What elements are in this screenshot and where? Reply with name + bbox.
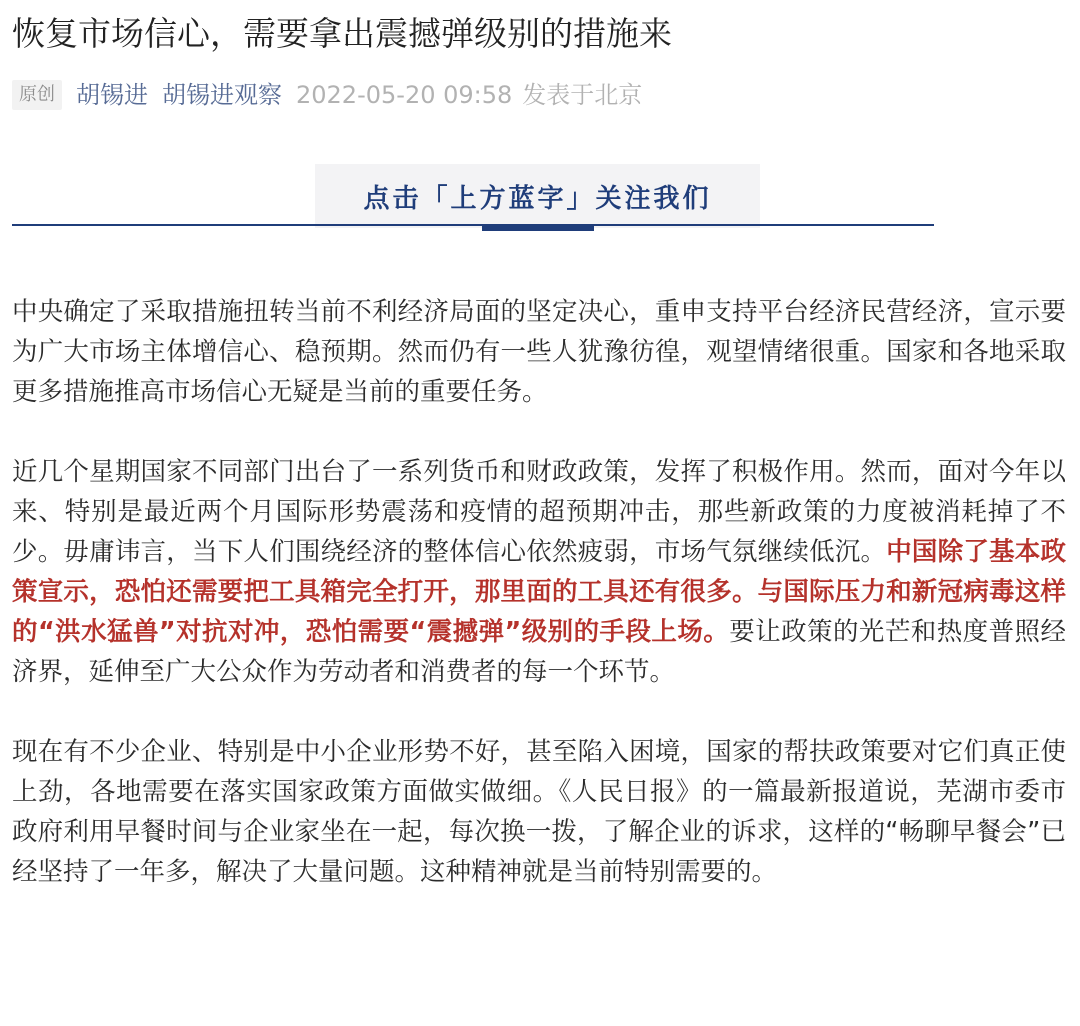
follow-banner-text: 点击「上方蓝字」关注我们 <box>363 183 712 214</box>
paragraph-3: 现在有不少企业、特别是中小企业形势不好，甚至陷入困境，国家的帮扶政策要对它们真正使上劲，各地需要在落实国家政策方面做实做细。《人民日报》的一篇最新报道说，芜湖市委市政府利用早餐时间与企业家坐在一起，每次换一拨，了解企业的诉求，这样的“畅聊早餐会”已经坚持了一年多，解决了大量问题。这种精神就是当前特别需要的。 <box>12 737 1066 887</box>
paragraph-1: 中央确定了采取措施扭转当前不利经济局面的坚定决心，重申支持平台经济民营经济，宣示要为广大市场主体增信心、稳预期。然而仍有一些人犹豫彷徨，观望情绪很重。国家和各地采取更多措施推高市场信心无疑是当前的重要任务。 <box>12 297 1066 407</box>
publish-location: 发表于北京 <box>522 81 643 109</box>
original-badge: 原创 <box>12 80 62 110</box>
paragraph-2-text-a: 近几个星期国家不同部门出台了一系列货币和财政政策，发挥了积极作用。然而，面对今年以来、特别是最近两个月国际形势震荡和疫情的超预期冲击，那些新政策的力度被消耗掉了不少。毋庸讳言，当下人们围绕经济的整体信心依然疲弱，市场气氛继续低沉。 <box>12 457 1066 567</box>
article-meta <box>12 78 642 112</box>
article-body <box>12 292 1066 892</box>
paragraph-2-text-b: 要让政策的光芒和热度普照经济界，延伸至广大公众作为劳动者和消费者的每一个环节。 <box>12 617 1066 687</box>
author-link[interactable]: 胡锡进 <box>76 81 148 109</box>
publish-date: 2022-05-20 09:58 <box>296 81 513 109</box>
account-link[interactable]: 胡锡进观察 <box>162 81 282 109</box>
paragraph-2 <box>12 452 1066 692</box>
follow-divider <box>12 224 934 226</box>
article-title: 恢复市场信心，需要拿出震撼弹级别的措施来 <box>12 14 672 53</box>
follow-divider-accent <box>482 224 594 231</box>
paragraph-2-highlight: 中国除了基本政策宣示，恐怕还需要把工具箱完全打开，那里面的工具还有很多。与国际压力和新冠病毒这样的“洪水猛兽”对抗对冲，恐怕需要“震撼弹”级别的手段上场。 <box>12 537 1066 647</box>
follow-banner[interactable] <box>315 164 760 228</box>
